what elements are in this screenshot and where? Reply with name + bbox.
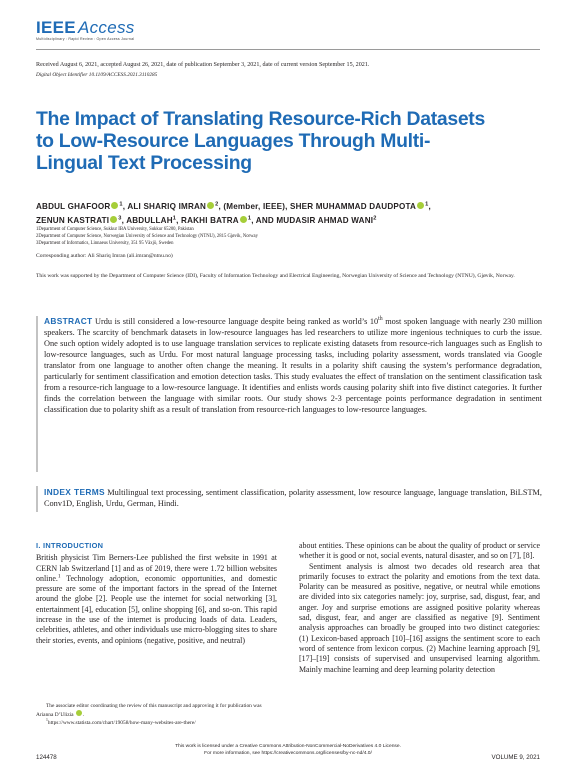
affiliation-1: 1Department of Computer Science, Sukkur IBA University, Sukkur 65200, Pakistan <box>36 227 194 232</box>
logo-ieee: IEEE <box>36 18 76 37</box>
logo-tagline: Multidisciplinary : Rapid Review : Open Access Journal <box>36 37 135 41</box>
volume-label: VOLUME 9, 2021 <box>491 754 540 761</box>
author-affil-sup: 2 <box>215 201 219 208</box>
author-list <box>36 200 540 228</box>
license-line-2[interactable]: For more information, see https://creativecommons.org/licenses/by-nc-nd/4.0/ <box>204 750 372 756</box>
editor-footnote: The associate editor coordinating the review of this manuscript and approving it for publication was Arianna D’Ulizia . <box>36 703 262 718</box>
author-affil-sup: 1 <box>172 215 177 222</box>
orcid-icon[interactable] <box>110 216 117 223</box>
editor-footnote-text: The associate editor coordinating the review of this manuscript and approving it for publication was Arianna D’Ulizia <box>36 703 262 718</box>
footnote-marker: 1 <box>46 718 48 723</box>
abstract-body-1: Urdu is still considered a low-resource language despite being ranked as world’s 10 <box>95 317 379 326</box>
abstract-side-bar <box>36 316 38 472</box>
intro-text-a: British physicist Tim Berners-Lee published the first website in 1991 at CERN lab Switzerland [1] and as of 2019, there were 1.72 billion websites online. <box>36 553 277 583</box>
index-terms-side-bar <box>36 486 38 512</box>
footnote-url[interactable]: https://www.statista.com/chart/19058/how-many-websites-are-there/ <box>47 720 196 726</box>
index-terms <box>44 487 542 509</box>
author-affil-sup: 1 <box>247 215 252 222</box>
author-name: ABDUL GHAFOOR <box>36 202 111 211</box>
intro-text-b: Technology adoption, economic opportunities, and domestic pressure are some of the important factors in the spread of the Internet around the globe [2]. People use the internet for social networking [3], entertainment [4], education [5], online shopping [6], and so-on. This rapid increase in the use of the internet is producing loads of data. Leaders, celebrities, athletes, and other individuals use micro-blogging sites to share their stories, events, and opinions (negative, positive, and neutral) <box>36 573 277 645</box>
left-column <box>36 541 277 646</box>
author-name: , AND MUDASIR AHMAD WANI <box>251 216 374 225</box>
orcid-icon[interactable] <box>240 216 247 223</box>
corresponding-author: Corresponding author: Ali Shariq Imran (ali.imran@ntnu.no) <box>36 253 173 259</box>
url-footnote <box>36 719 277 727</box>
author-affil-sup: 1 <box>425 201 429 208</box>
affiliation-2: 2Department of Computer Science, Norwegian University of Science and Technology (NTNU), 2815 Gjøvik, Norway <box>36 234 258 239</box>
abstract <box>44 316 542 415</box>
author-name: , RAKHI BATRA <box>176 216 239 225</box>
page-number: 124478 <box>36 754 57 761</box>
author-name: , ABDULLAH <box>121 216 173 225</box>
index-terms-heading: INDEX TERMS <box>44 487 105 497</box>
orcid-icon[interactable] <box>111 202 118 209</box>
abstract-body-2: most spoken language with nearly 230 million speakers. The scarcity of benchmark datasets in low-resource languages has led researchers to utilize more ingenious techniques to curb the issue. One such option widely adopted is to use language translation services to replicate existing datasets from resource-rich languages such as English to low-resource languages, such as Urdu. For most natural language processing tasks, including polarity assessment, words translated via Google translator from one language to another often change the meaning. It results in a polarity shift causing the system’s performance degradation, particularly for sentiment classification and emotion detection tasks. This study evaluates the effect of translation on the sentiment classification task from a resource-rich language to a low-resource language. It identifies and enlists words causing polarity shift into five distinct categories. It further finds the correlation between the language with similar roots. Our study shows 2-3 percentage points performance degradation in sentiment classification due to polarity shift as a result of translation from resource-rich languages to low-resource languages. <box>44 317 542 415</box>
author-name: , ALI SHARIQ IMRAN <box>122 202 207 211</box>
logo-access: Access <box>77 18 135 37</box>
journal-logo <box>36 18 135 38</box>
index-terms-body: Multilingual text processing, sentiment classification, polarity assessment, low resource language, language translation, BiLSTM, Conv1D, English, Urdu, German, Hindi. <box>44 488 542 509</box>
abstract-heading: ABSTRACT <box>44 316 93 326</box>
author-affil-sup: 3 <box>118 215 122 222</box>
paper-title: The Impact of Translating Resource-Rich Datasets to Low-Resource Languages Through Multi-Lingual Text Processing <box>36 108 485 174</box>
author-affil-sup: 1 <box>119 201 123 208</box>
footnote-ref[interactable]: 1 <box>57 573 61 580</box>
right-column <box>299 541 540 675</box>
abstract-sup: th <box>378 316 383 323</box>
affiliation-3: 3Department of Informatics, Linnaeus University, 351 95 Växjö, Sweden <box>36 241 174 246</box>
author-line-1 <box>36 200 540 214</box>
right-paragraph-2: Sentiment analysis is almost two decades old research area that primarily focuses to extract the polarity and emotions from the text data. Polarity can be measured as positive, negative, or neutral while emotions are divided into six categories namely: joy, surprise, sad, disgust, fear, and anger. Joy and surprise emotions are assigned positive polarity whereas sad, disgust, fear, and anger are classified as negative [9]. Sentiment analysis approaches can broadly be grouped into two distinct categories: (1) Lexicon-based approach [10]–[16] assigns the sentiment score to each word of sentence from lexicon corpus. (2) Machine learning approach [9], [17]–[19] consists of supervised and unsupervised learning algorithm. Mainly machine learning and deep learning polarity detection <box>299 561 540 674</box>
license-line-1[interactable]: This work is licensed under a Creative Commons Attribution-NonCommercial-NoDerivatives 4.0 License. <box>175 744 401 749</box>
author-separator: , <box>428 202 431 211</box>
orcid-icon[interactable] <box>207 202 214 209</box>
intro-paragraph-1 <box>36 553 277 646</box>
funding-statement: This work was supported by the Department of Computer Science (IDI), Faculty of Information Technology and Electrical Engineering, Norwegian University of Science and Technology (NTNU), Gjøvik, Norway. <box>36 273 515 279</box>
author-name: , (Member, IEEE), SHER MUHAMMAD DAUDPOTA <box>218 202 417 211</box>
publication-dates: Received August 6, 2021, accepted August 26, 2021, date of publication September 3, 2021, date of current version September 15, 2021. <box>36 62 370 68</box>
section-heading-introduction: I. INTRODUCTION <box>36 541 104 550</box>
author-name: ZENUN KASTRATI <box>36 216 110 225</box>
header-divider <box>36 49 540 50</box>
right-paragraph-1: about entities. These opinions can be about the quality of product or service whether it is good or not, social events, natural disaster, and so on [7], [8]. <box>299 541 540 561</box>
orcid-icon[interactable] <box>76 710 82 716</box>
doi[interactable]: Digital Object Identifier 10.1109/ACCESS.2021.3110285 <box>36 72 158 78</box>
orcid-icon[interactable] <box>417 202 424 209</box>
author-affil-sup: 2 <box>373 215 377 222</box>
